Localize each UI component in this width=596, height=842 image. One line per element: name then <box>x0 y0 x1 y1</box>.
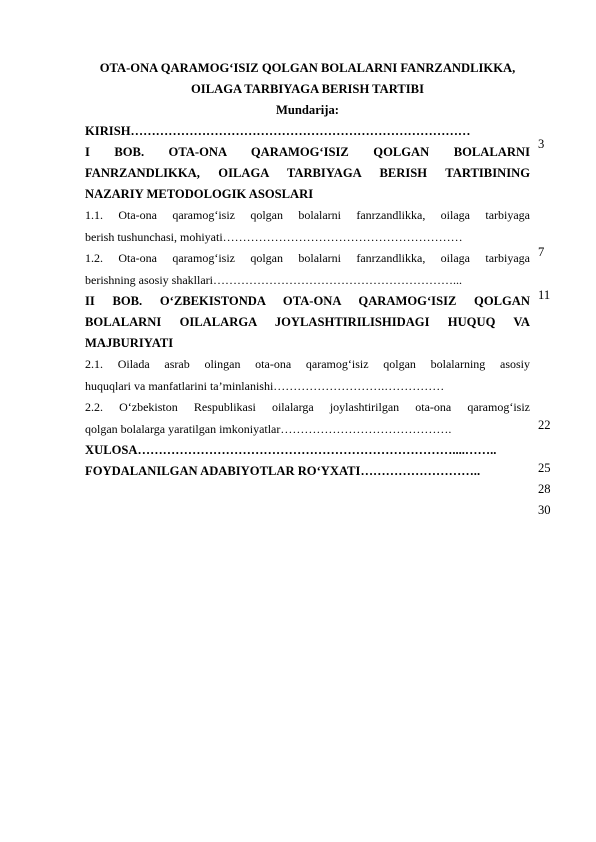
toc-entry-section-1-1 <box>85 205 530 248</box>
document-title-line-1: OTA-ONA QARAMOG‘ISIZ QOLGAN BOLALARNI FANRZANDLIKKA, <box>99 61 516 75</box>
toc-entry-text: FANRZANDLIKKA, OILAGA TARBIYAGA BERISH TARTIBINING <box>85 166 530 180</box>
toc-entry-text: XULOSA…………………………………………………………………....…….. <box>85 443 497 457</box>
contents-heading: Mundarija: <box>276 103 339 117</box>
toc-page-number-section-2-2: 25 <box>538 461 551 475</box>
table-of-contents <box>85 121 530 482</box>
toc-entry-section-2-1 <box>85 354 530 397</box>
toc-page-number-section-2-1: 22 <box>538 418 551 432</box>
toc-page-number-introduction: 3 <box>538 137 545 151</box>
toc-entry-text: I BOB. OTA-ONA QARAMOG‘ISIZ QOLGAN BOLALARNI <box>85 145 530 159</box>
document-body <box>85 58 530 482</box>
toc-entry-text: FOYDALANILGAN ADABIYOTLAR RO‘YXATI……………………….. <box>85 464 481 478</box>
toc-entry-section-1-2 <box>85 248 530 291</box>
toc-page-number-references: 30 <box>538 503 551 517</box>
toc-entry-text: II BOB. O‘ZBEKISTONDA OTA-ONA QARAMOG‘ISIZ QOLGAN <box>85 294 530 308</box>
toc-entry-text: 2.1. Oilada asrab olingan ota-ona qaramog‘isiz qolgan bolalarning asosiy <box>85 357 530 371</box>
toc-entry-section-2-2 <box>85 397 530 440</box>
toc-entry-text: 1.2. Ota-ona qaramog‘isiz qolgan bolalarni fanrzandlikka, oilaga tarbiyaga <box>85 251 530 265</box>
toc-page-number-section-1-1: 7 <box>538 245 545 259</box>
toc-entry-chapter-2 <box>85 291 530 354</box>
toc-entry-chapter-1 <box>85 142 530 205</box>
toc-entry-text: 1.1. Ota-ona qaramog‘isiz qolgan bolalarni fanrzandlikka, oilaga tarbiyaga <box>85 208 530 222</box>
toc-page-number-conclusion: 28 <box>538 482 551 496</box>
toc-entry-conclusion <box>85 440 530 461</box>
toc-entry-text: huquqlari va manfatlarini ta’minlanishi……………………….…………… <box>85 378 445 393</box>
document-title-line-2: OILAGA TARBIYAGA BERISH TARTIBI <box>191 82 424 96</box>
toc-entry-references <box>85 461 530 482</box>
toc-entry-text: berish tushunchasi, mohiyati…………………………………………………… <box>85 229 463 244</box>
toc-entry-text: BOLALARNI OILALARGA JOYLASHTIRILISHIDAGI HUQUQ VA <box>85 315 530 329</box>
toc-entry-text: MAJBURIYATI <box>85 336 174 350</box>
toc-page-number-section-1-2: 11 <box>538 288 551 302</box>
toc-entry-text: NAZARIY METODOLOGIK ASOSLARI <box>85 187 314 201</box>
toc-entry-text: qolgan bolalarga yaratilgan imkoniyatlar……………………………………. <box>85 421 452 436</box>
toc-entry-text: 2.2. O‘zbekiston Respublikasi oilalarga joylashtirilgan ota-ona qaramog‘isiz <box>85 400 530 414</box>
toc-entry-text: KIRISH……………………………………………………………………… <box>85 124 471 138</box>
toc-entry-text: berishning asosiy shakllari……………………………………………………... <box>85 272 462 287</box>
toc-entry-introduction <box>85 121 530 142</box>
